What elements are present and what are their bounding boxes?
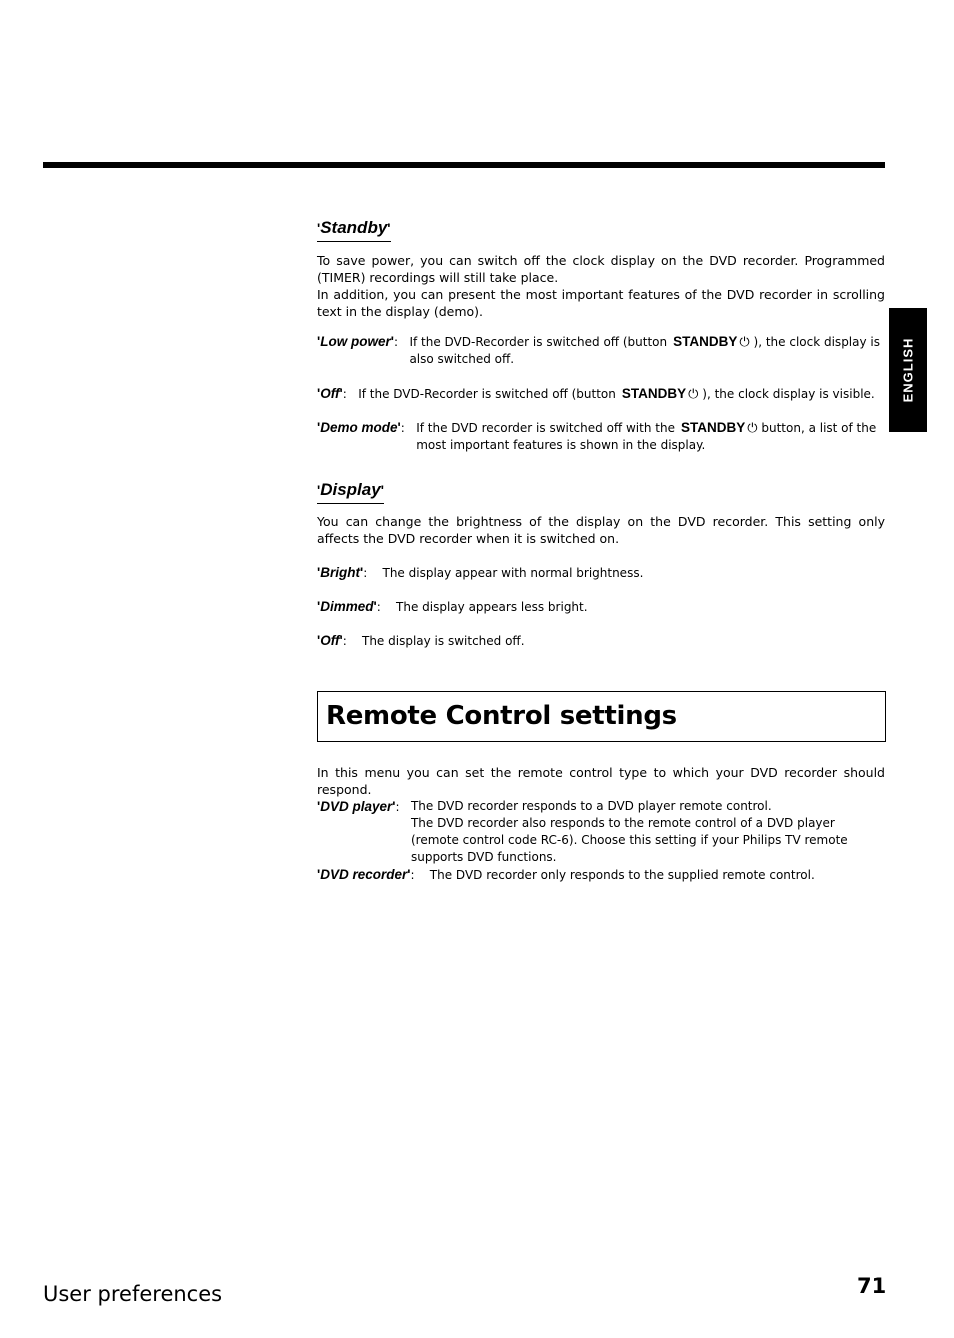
page-number: 71	[857, 1274, 887, 1298]
option-off-standby: 'Off': If the DVD-Recorder is switched off (button STANDBY ⏻ ), the clock display is visible.	[317, 386, 875, 402]
section-title-box	[317, 691, 886, 742]
option-text: ), the clock display is visible.	[702, 387, 875, 401]
standby-key-label: STANDBY	[680, 420, 746, 435]
standby-key-label: STANDBY	[621, 386, 687, 401]
top-rule	[43, 162, 885, 168]
option-text: The display appears less bright.	[396, 600, 588, 614]
display-intro: You can change the brightness of the display on the DVD recorder. This setting only affects the DVD recorder when it is switched on.	[317, 514, 885, 546]
option-dvd-player: 'DVD player': The DVD recorder responds to a DVD player remote control. The DVD recorder also responds to the remote control of a DVD player (remote control code RC-6). Choose this setting if your Philips TV remote supports DVD functions.	[317, 799, 848, 864]
standby-intro: To save power, you can switch off the clock display on the DVD recorder. Programmed (TIMER) recordings will still take place.	[317, 253, 885, 285]
option-demo-mode: 'Demo mode': If the DVD recorder is switched off with the STANDBY ⏻ button, a list of the most important features is shown in the display.	[317, 420, 877, 452]
power-icon: ⏻	[739, 335, 750, 350]
option-text: button, a list of the most important features is shown in the display.	[416, 421, 877, 452]
option-low-power: 'Low power': If the DVD-Recorder is switched off (button STANDBY ⏻ ), the clock display is also switched off.	[317, 334, 880, 366]
option-term: Off	[320, 386, 340, 401]
option-text: If the DVD-Recorder is switched off (button	[409, 335, 668, 349]
option-term: DVD recorder	[320, 867, 408, 882]
remote-intro: In this menu you can set the remote control type to which your DVD recorder should respond.	[317, 765, 885, 797]
option-term: Demo mode	[320, 420, 398, 435]
option-dvd-recorder: 'DVD recorder': The DVD recorder only responds to the supplied remote control.	[317, 867, 815, 882]
option-text: The display appear with normal brightness.	[382, 566, 644, 580]
section-title: Remote Control settings	[326, 701, 677, 731]
option-text: The display is switched off.	[362, 634, 525, 648]
standby-intro-2: In addition, you can present the most important features of the DVD recorder in scrolling text in the display (demo).	[317, 287, 885, 319]
option-text: The DVD recorder responds to a DVD player remote control.	[410, 799, 772, 813]
language-tab	[889, 308, 927, 432]
option-text: If the DVD-Recorder is switched off (button	[358, 387, 616, 401]
power-icon: ⏻	[747, 421, 758, 436]
footer-section-title: User preferences	[43, 1282, 223, 1306]
option-term: Off	[320, 633, 340, 648]
option-dimmed: 'Dimmed': The display appears less bright.	[317, 599, 588, 614]
standby-heading-text: Standby	[320, 218, 388, 237]
language-tab-label: ENGLISH	[900, 337, 916, 403]
option-text: If the DVD recorder is switched off with the	[416, 421, 675, 435]
option-off-display: 'Off': The display is switched off.	[317, 633, 525, 648]
standby-key-label: STANDBY	[673, 334, 738, 349]
option-text: The DVD recorder only responds to the supplied remote control.	[429, 868, 815, 882]
option-text: The DVD recorder also responds to the remote control of a DVD player (remote control code RC-6). Choose this setting if your Philips TV remote supports DVD functions.	[410, 816, 848, 864]
display-heading: 'Display'	[317, 479, 384, 504]
option-term: DVD player	[320, 799, 393, 814]
option-bright: 'Bright': The display appear with normal brightness.	[317, 565, 644, 580]
power-icon: ⏻	[688, 387, 699, 402]
option-text: ), the clock display is also switched off.	[409, 335, 880, 366]
option-term: Dimmed	[320, 599, 374, 614]
option-term: Low power	[320, 334, 391, 349]
display-heading-text: Display	[320, 480, 381, 499]
standby-heading: 'Standby'	[317, 217, 391, 242]
option-term: Bright	[320, 565, 360, 580]
